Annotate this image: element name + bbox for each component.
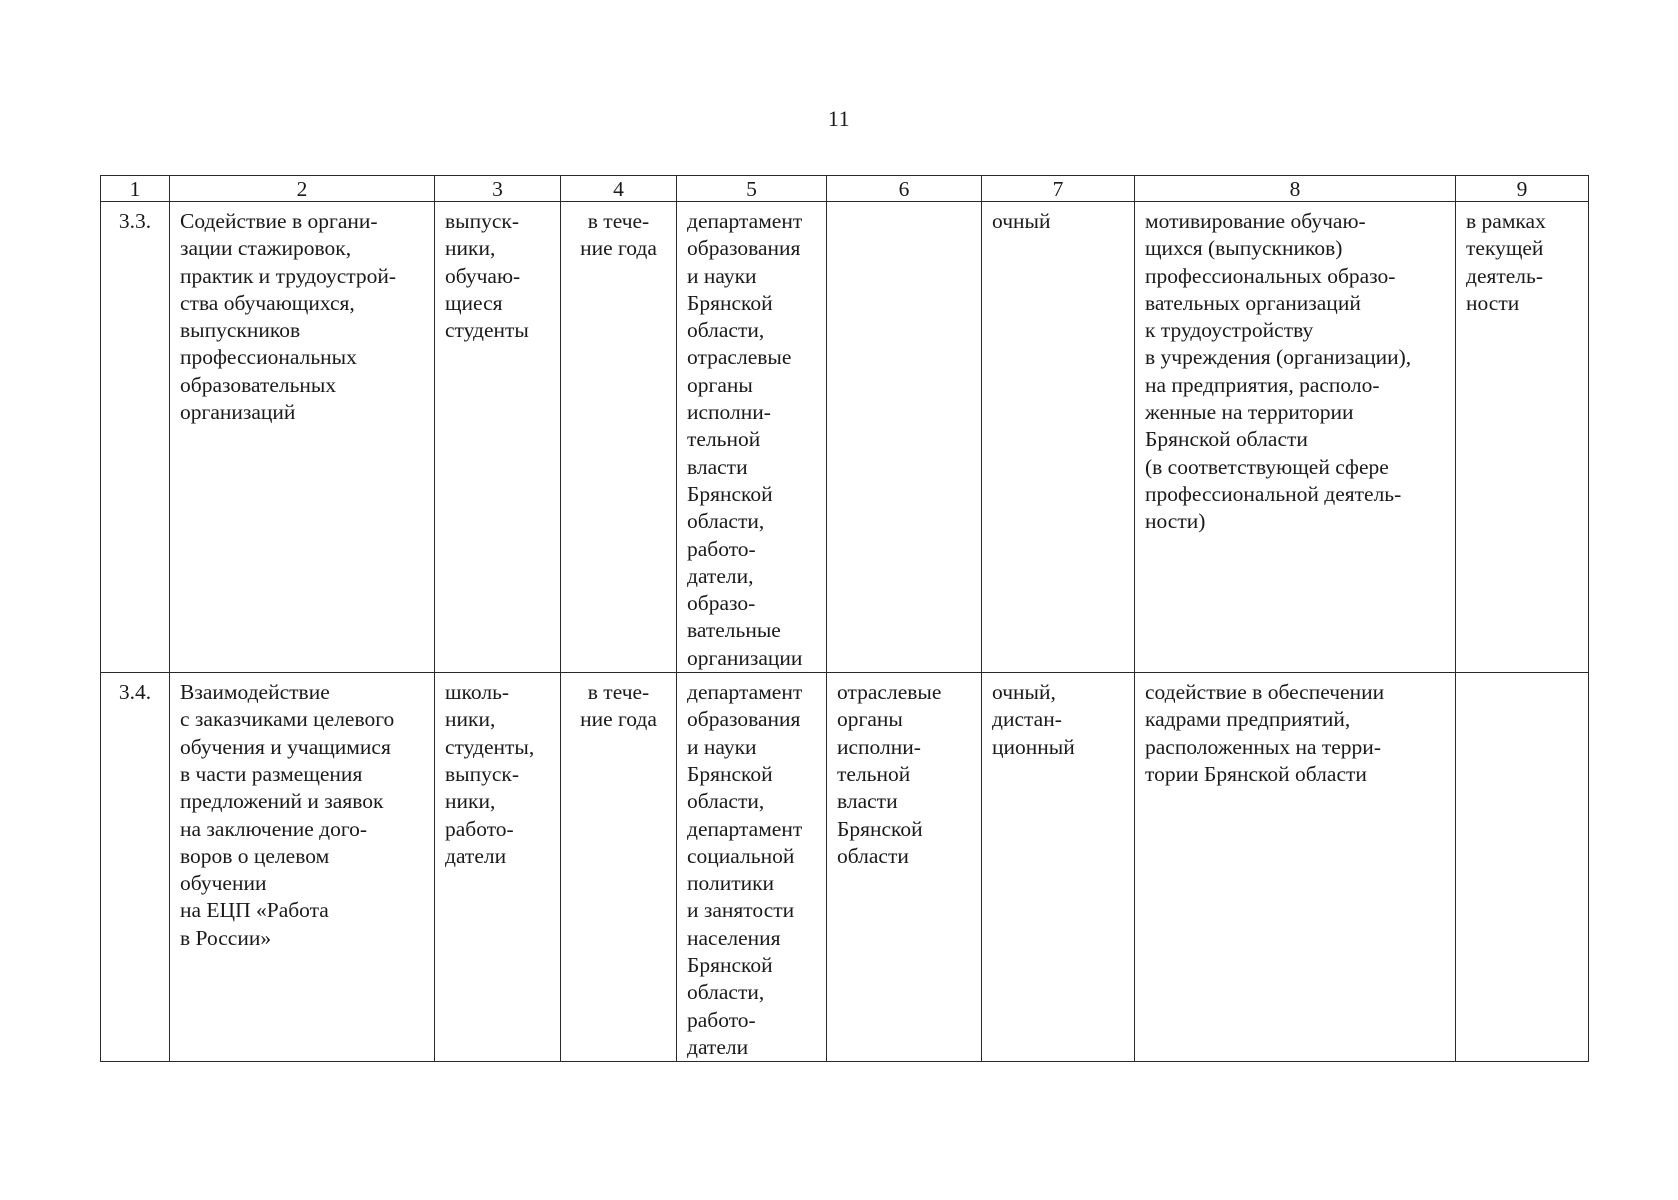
header-cell: 6: [827, 176, 982, 202]
activity-plan-table: [100, 175, 1589, 1062]
participants-cell: выпуск- ники, обучаю- щиеся студенты: [435, 202, 561, 673]
period-cell: в тече- ние года: [561, 202, 677, 673]
event-cell: Содействие в органи- зации стажировок, практик и трудоустрой- ства обучающихся, выпускников профессиональных образовательных организаций: [170, 202, 435, 673]
period-cell: в тече- ние года: [561, 673, 677, 1062]
header-cell: 3: [435, 176, 561, 202]
funding-cell: в рамках текущей деятель- ности: [1456, 202, 1589, 673]
responsible-cell: департамент образования и науки Брянской области, отраслевые органы исполни- тельной власти Брянской области, работо- датели, образо- вательные организации: [677, 202, 827, 673]
header-cell: 7: [982, 176, 1135, 202]
format-cell: очный: [982, 202, 1135, 673]
partners-cell: [827, 202, 982, 673]
header-cell: 8: [1135, 176, 1456, 202]
participants-cell: школь- ники, студенты, выпуск- ники, работо- датели: [435, 673, 561, 1062]
page-number: 11: [827, 106, 851, 131]
format-cell: очный, дистан- ционный: [982, 673, 1135, 1062]
table-header-row: [101, 176, 1589, 202]
responsible-cell: департамент образования и науки Брянской области, департамент социальной политики и занятости населения Брянской области, работо- датели: [677, 673, 827, 1062]
header-cell: 2: [170, 176, 435, 202]
table-row: [101, 202, 1589, 673]
row-number: 3.4.: [101, 673, 170, 1062]
event-cell: Взаимодействие с заказчиками целевого обучения и учащимися в части размещения предложений и заявок на заключение дого- воров о целевом обучении на ЕЦП «Работа в России»: [170, 673, 435, 1062]
header-cell: 5: [677, 176, 827, 202]
header-cell: 1: [101, 176, 170, 202]
result-cell: мотивирование обучаю- щихся (выпускников) профессиональных образо- вательных организаций к трудоустройству в учреждения (организации), на предприятия, располо- женные на территории Брянской области (в соответствующей сфере профессиональной деятель- ности): [1135, 202, 1456, 673]
row-number: 3.3.: [101, 202, 170, 673]
funding-cell: [1456, 673, 1589, 1062]
header-cell: 9: [1456, 176, 1589, 202]
header-cell: 4: [561, 176, 677, 202]
table-row: [101, 673, 1589, 1062]
result-cell: содействие в обеспечении кадрами предприятий, расположенных на терри- тории Брянской области: [1135, 673, 1456, 1062]
partners-cell: отраслевые органы исполни- тельной власти Брянской области: [827, 673, 982, 1062]
